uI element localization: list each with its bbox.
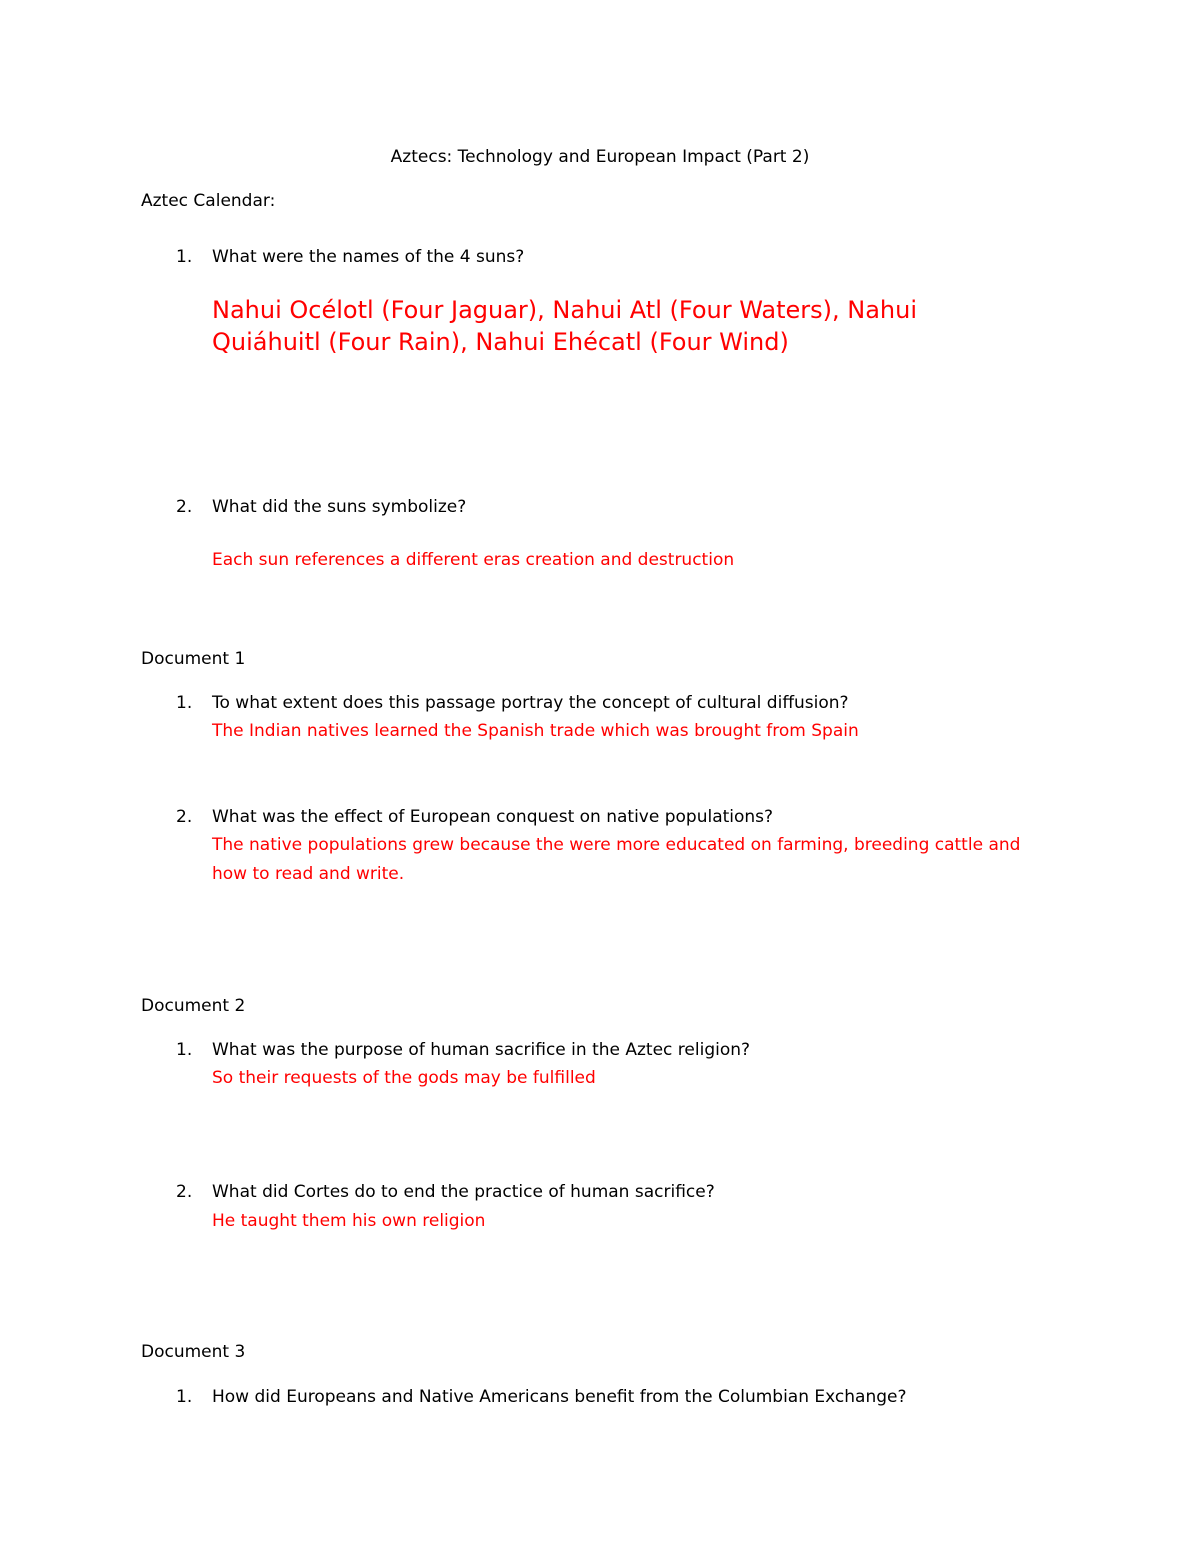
section-heading-aztec-calendar: Aztec Calendar: bbox=[141, 191, 276, 211]
question-text: What did the suns symbolize? bbox=[212, 497, 467, 517]
question-number: 2. bbox=[176, 1182, 193, 1202]
question-number: 1. bbox=[176, 247, 193, 267]
answer-line: The native populations grew because the were more educated on farming, breeding cattle and bbox=[212, 835, 1021, 855]
answer-line: Quiáhuitl (Four Rain), Nahui Ehécatl (Four Wind) bbox=[212, 328, 789, 356]
question-number: 2. bbox=[176, 807, 193, 827]
answer-line: He taught them his own religion bbox=[212, 1211, 486, 1231]
document-title: Aztecs: Technology and European Impact (Part 2) bbox=[390, 147, 810, 167]
question-text: What were the names of the 4 suns? bbox=[212, 247, 525, 267]
section-heading-document-2: Document 2 bbox=[141, 996, 246, 1016]
section-heading-document-1: Document 1 bbox=[141, 649, 246, 669]
answer-line: Each sun references a different eras creation and destruction bbox=[212, 550, 735, 570]
section-heading-document-3: Document 3 bbox=[141, 1342, 246, 1362]
answer-line: So their requests of the gods may be fulfilled bbox=[212, 1068, 596, 1088]
question-text: What did Cortes do to end the practice of human sacrifice? bbox=[212, 1182, 715, 1202]
question-text: What was the purpose of human sacrifice in the Aztec religion? bbox=[212, 1040, 751, 1060]
question-text: What was the effect of European conquest on native populations? bbox=[212, 807, 774, 827]
question-number: 1. bbox=[176, 693, 193, 713]
question-number: 2. bbox=[176, 497, 193, 517]
question-number: 1. bbox=[176, 1387, 193, 1407]
answer-line: The Indian natives learned the Spanish trade which was brought from Spain bbox=[212, 721, 859, 741]
question-text: To what extent does this passage portray the concept of cultural diffusion? bbox=[212, 693, 849, 713]
question-number: 1. bbox=[176, 1040, 193, 1060]
answer-line: Nahui Océlotl (Four Jaguar), Nahui Atl (Four Waters), Nahui bbox=[212, 296, 918, 324]
question-text: How did Europeans and Native Americans benefit from the Columbian Exchange? bbox=[212, 1387, 907, 1407]
answer-line: how to read and write. bbox=[212, 864, 405, 884]
